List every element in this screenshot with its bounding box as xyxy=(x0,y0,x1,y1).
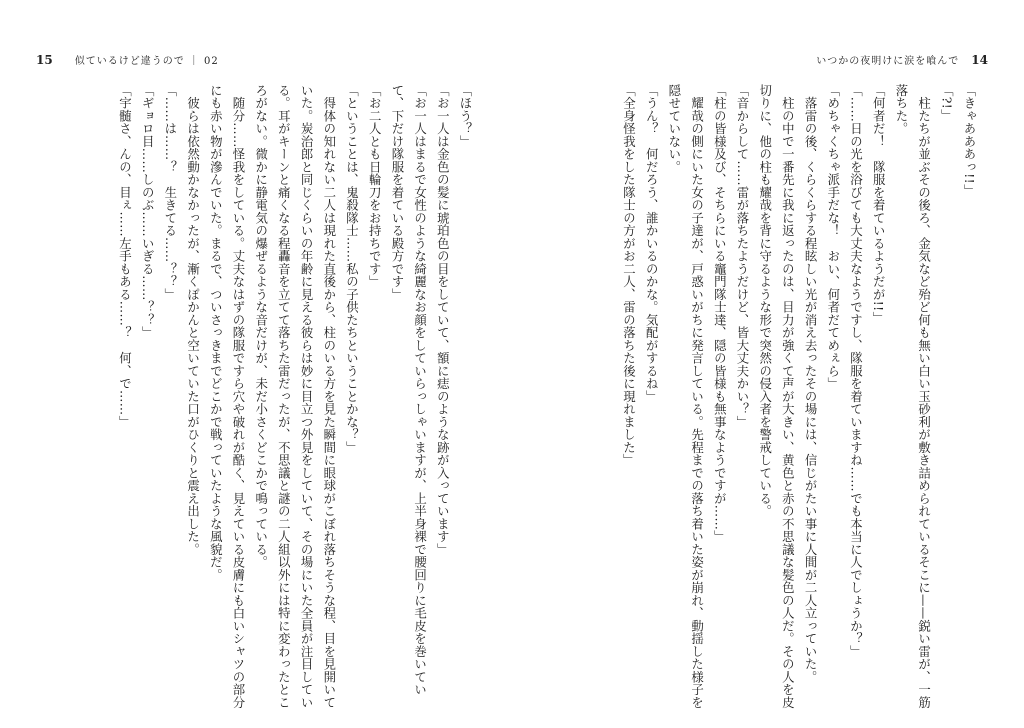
text-line: 「柱の皆様及び、そちらにいる竈門隊士達、隠の皆様も無事なようですが……」 xyxy=(712,84,728,543)
text-line: 切りに、他の柱も耀哉を背に守るような形で突然の侵入者を警戒している。 xyxy=(757,84,773,518)
text-line: 「ギョロ目……しのぶ……いぎる……？？」 xyxy=(140,84,156,339)
text-line: 落ちた。 xyxy=(893,84,909,135)
text-line: 「音からして……雷が落ちたようだけど、皆大丈夫かい？」 xyxy=(734,84,750,429)
right-page-header xyxy=(816,52,988,67)
right-page-number: 14 xyxy=(971,53,988,67)
text-line: 柱たちが並ぶその後ろ、金気など殆ど何も無い白い玉砂利が敷き詰められているそこに——鋭い雷が、一筋 xyxy=(916,84,932,709)
text-line: 「宇髄さ、んの、目ぇ……左手もある……？ 何、で……」 xyxy=(117,84,133,429)
text-line: 「何者だ！ 隊服を着ているようだが!!」 xyxy=(871,84,887,325)
right-running-title: いつかの夜明けに涙を喰んで xyxy=(816,56,960,67)
text-line: いた。炭治郎と同じくらいの年齢に見える彼らは妙に目立つ外見をしていて、その場にいた全員が注目してい xyxy=(299,84,315,709)
text-line: 「?!」 xyxy=(939,84,955,122)
text-line: る。耳がキーンと痛くなる程轟音を立てて落ちた雷だったが、不思議と謎の二人組以外には特に変わったとこ xyxy=(276,84,292,709)
text-line: 耀哉の側にいた女の子達が、戸惑いがちに発言している。先程までの落ち着いた姿が崩れ、動揺した様子を xyxy=(689,84,705,709)
left-page-header xyxy=(36,52,219,67)
text-line: 「お一人は金色の髪に琥珀色の目をしていて、額に痣のような跡が入っています」 xyxy=(435,84,451,556)
text-line: 随分……怪我をしている。丈夫なはずの隊服ですら穴や破れが酷く、見えている皮膚にも白いシャツの部分 xyxy=(230,84,246,709)
text-line: 「うん？ 何だろう、誰かいるのかな。気配がするね」 xyxy=(644,84,660,403)
text-line: 「めちゃくちゃ派手だな！ おい、何者だてめぇら」 xyxy=(825,84,841,390)
left-page-number: 15 xyxy=(36,53,53,67)
text-line: 柱の中で一番先に我に返ったのは、目力が強くて声が大きい、黄色と赤の不思議な髪色の人だ。その人を皮 xyxy=(780,84,796,709)
text-line: 「……は……？ 生きてる……？？」 xyxy=(162,84,178,301)
text-line: 「ということは、鬼殺隊士……私の子供たちということかな？」 xyxy=(344,84,360,454)
text-line: にも赤い物が滲んでいた。まるで、ついさっきまでどこかで戦っていたような風貌だ。 xyxy=(208,84,224,582)
left-page-body xyxy=(113,84,476,709)
text-line: ろがない。微かに静電気の爆ぜるような音だけが、未だ小さくどこかで鳴っている。 xyxy=(253,84,269,569)
text-line: て、下だけ隊服を着ている殿方です」 xyxy=(389,84,405,301)
text-line: 「きゃあああっ!!」 xyxy=(962,84,977,197)
text-line: 落雷の後、くらくらする程眩しい光が消え去ったその場には、信じがたい事に人間が二人立っていた。 xyxy=(803,84,819,684)
text-line: 「全身怪我をした隊士の方がお二人、雷の落ちた後に現れました」 xyxy=(621,84,637,467)
text-line: 「お二人とも日輪刀をお持ちです」 xyxy=(367,84,383,288)
text-line: 彼らは依然動かなかったが、漸くぽかんと空いていた口がひくりと震え出した。 xyxy=(185,84,201,556)
left-running-title: 似ているけど違うので ｜ 02 xyxy=(74,56,219,67)
text-line: 「お一人はまるで女性のような綺麗なお顔をしていらっしゃいますが、上半身裸で腰回りに毛皮を巻いてい xyxy=(412,84,428,696)
text-line: 得体の知れない二人は現れた直後から、柱のいる方を見た瞬間に眼球がこぼれ落ちそうな程、目を見開いて xyxy=(321,84,337,709)
text-line: 「ほう？」 xyxy=(458,84,473,148)
right-page-body xyxy=(617,84,980,709)
text-line: 隠せていない。 xyxy=(666,84,682,174)
text-line: 「……日の光を浴びても大丈夫なようですし、隊服を着ていますね……でも本当に人でしょうか？」 xyxy=(848,84,864,658)
right-page xyxy=(512,0,1024,728)
